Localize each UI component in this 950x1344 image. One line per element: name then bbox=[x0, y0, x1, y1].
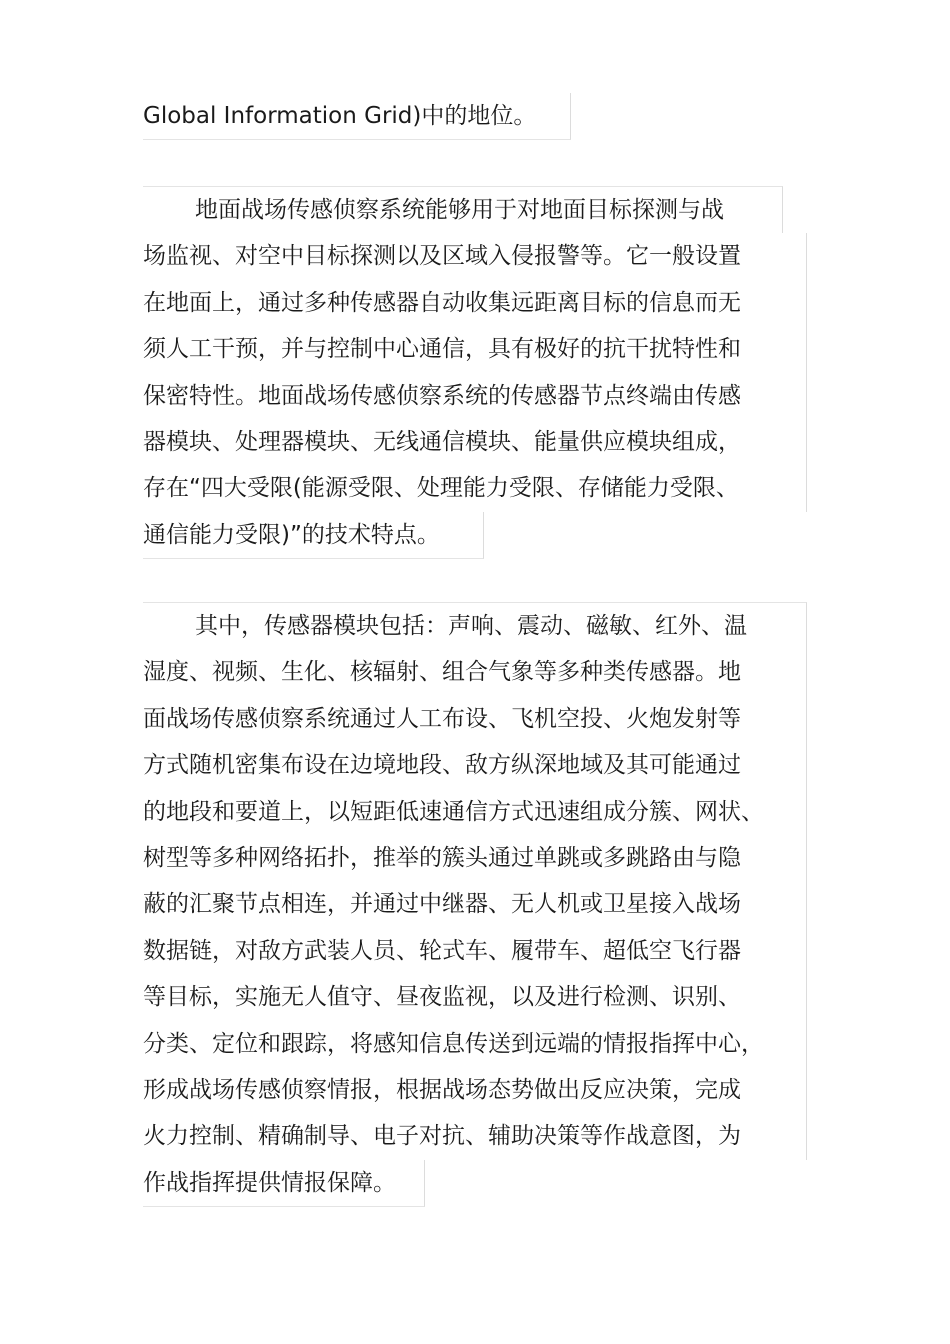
paragraph-1-line-7: 存在“四大受限(能源受限、处理能力受限、存储能力受限、 bbox=[143, 465, 807, 511]
paragraph-2-line-9: 等目标，实施无人值守、昼夜监视，以及进行检测、识别、 bbox=[143, 974, 807, 1020]
paragraph-2-line-3: 面战场传感侦察系统通过人工布设、飞机空投、火炮发射等 bbox=[143, 696, 807, 742]
paragraph-2-line-4: 方式随机密集布设在边境地段、敌方纵深地域及其可能通过 bbox=[143, 742, 807, 788]
paragraph-2-line-2: 湿度、视频、生化、核辐射、组合气象等多种类传感器。地 bbox=[143, 649, 807, 695]
paragraph-2-line-11: 形成战场传感侦察情报，根据战场态势做出反应决策，完成 bbox=[143, 1067, 807, 1113]
paragraph-2-line-5: 的地段和要道上，以短距低速通信方式迅速组成分簇、网状、 bbox=[143, 789, 807, 835]
paragraph-1-line-2: 场监视、对空中目标探测以及区域入侵报警等。它一般设置 bbox=[143, 233, 807, 279]
paragraph-1-line-3: 在地面上，通过多种传感器自动收集远距离目标的信息而无 bbox=[143, 280, 807, 326]
paragraph-1-line-5: 保密特性。地面战场传感侦察系统的传感器节点终端由传感 bbox=[143, 373, 807, 419]
paragraph-2-line-7: 蔽的汇聚节点相连，并通过中继器、无人机或卫星接入战场 bbox=[143, 881, 807, 927]
paragraph-2-line-6: 树型等多种网络拓扑，推举的簇头通过单跳或多跳路由与隐 bbox=[143, 835, 807, 881]
paragraph-2-line-1: 其中，传感器模块包括：声响、震动、磁敏、红外、温 bbox=[143, 602, 807, 649]
paragraph-1-line-1: 地面战场传感侦察系统能够用于对地面目标探测与战 bbox=[143, 186, 783, 233]
intro-paragraph bbox=[143, 93, 806, 140]
paragraph-1-line-4: 须人工干预，并与控制中心通信，具有极好的抗干扰特性和 bbox=[143, 326, 807, 372]
paragraph-1 bbox=[143, 186, 806, 559]
intro-line: Global Information Grid)中的地位。 bbox=[143, 93, 571, 140]
paragraph-2 bbox=[143, 602, 806, 1207]
paragraph-2-line-12: 火力控制、精确制导、电子对抗、辅助决策等作战意图，为 bbox=[143, 1113, 807, 1159]
paragraph-2-line-8: 数据链，对敌方武装人员、轮式车、履带车、超低空飞行器 bbox=[143, 928, 807, 974]
paragraph-2-line-10: 分类、定位和跟踪，将感知信息传送到远端的情报指挥中心， bbox=[143, 1021, 807, 1067]
paragraph-1-line-6: 器模块、处理器模块、无线通信模块、能量供应模块组成， bbox=[143, 419, 807, 465]
paragraph-1-line-8: 通信能力受限)”的技术特点。 bbox=[143, 512, 484, 559]
paragraph-2-line-13: 作战指挥提供情报保障。 bbox=[143, 1160, 425, 1207]
